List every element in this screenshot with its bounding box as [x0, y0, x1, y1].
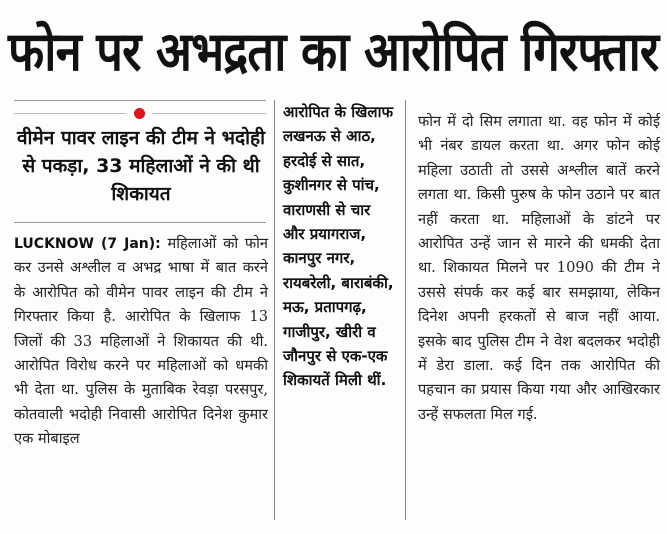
- divider: [152, 113, 266, 114]
- divider: [14, 222, 266, 223]
- article-column-3: [418, 110, 660, 427]
- headline: फोन पर अभद्रता का आरोपित गिरफ्तार: [8, 20, 659, 83]
- column-2-body: आरोपित के खिलाफ लखनऊ से आठ, हरदोई से सात, कुशीनगर से पांच, वाराणसी से चार और प्रयागराज, कानपुर नगर, रायबरेली, बाराबंकी, मऊ, प्रतापगढ़, गाजीपुर, खीरी व जौनपुर से एक-एक शिकायतें मिली थीं.: [283, 103, 394, 390]
- article-column-1: [14, 232, 268, 452]
- red-dot-icon: [134, 108, 145, 119]
- column-divider: [405, 100, 406, 520]
- column-divider: [274, 100, 275, 520]
- column-3-body: फोन में दो सिम लगाता था. वह फोन में कोई भी नंबर डायल करता था. अगर फोन कोई महिला उठाती तो उससे अश्लील बातें करने लगता था. किसी पुरुष के फोन उठाने पर बात नहीं करता था. महिलाओं के डांटने पर आरोपित उन्हें जान से मारने की धमकी देता था. शिकायत मिलने पर 1090 की टीम ने उससे संपर्क कर कई बार समझाया, लेकिन दिनेश अपनी हरकतों से बाज नहीं आया. इसके बाद पुलिस टीम ने वेश बदलकर भदोही में डेरा डाला. कई दिन तक आरोपित की पहचान का प्रयास किया गया और आखिरकार उन्हें सफलता मिल गई.: [418, 113, 660, 423]
- article-column-2-sidebar: [283, 100, 395, 393]
- subheadline: वीमेन पावर लाइन की टीम ने भदोही से पकड़ा, 33 महिलाओं ने की थी शिकायत: [16, 127, 266, 205]
- divider: [14, 113, 126, 114]
- dateline: LUCKNOW (7 Jan):: [14, 236, 161, 252]
- divider: [14, 100, 266, 101]
- column-1-body: महिलाओं को फोन कर उनसे अश्लील व अभद्र भाषा में बात करने के आरोपित को वीमेन पावर लाइन की टीम ने गिरफ्तार किया है. आरोपित के खिलाफ 13 जिलों की 33 महिलाओं ने शिकायत की थी. आरोपित विरोध करने पर महिलाओं को धमकी भी देता था. पुलिस के मुताबिक रेवड़ा परसपुर, कोतवाली भदोही निवासी आरोपित दिनेश कुमार एक मोबाइल: [14, 235, 268, 448]
